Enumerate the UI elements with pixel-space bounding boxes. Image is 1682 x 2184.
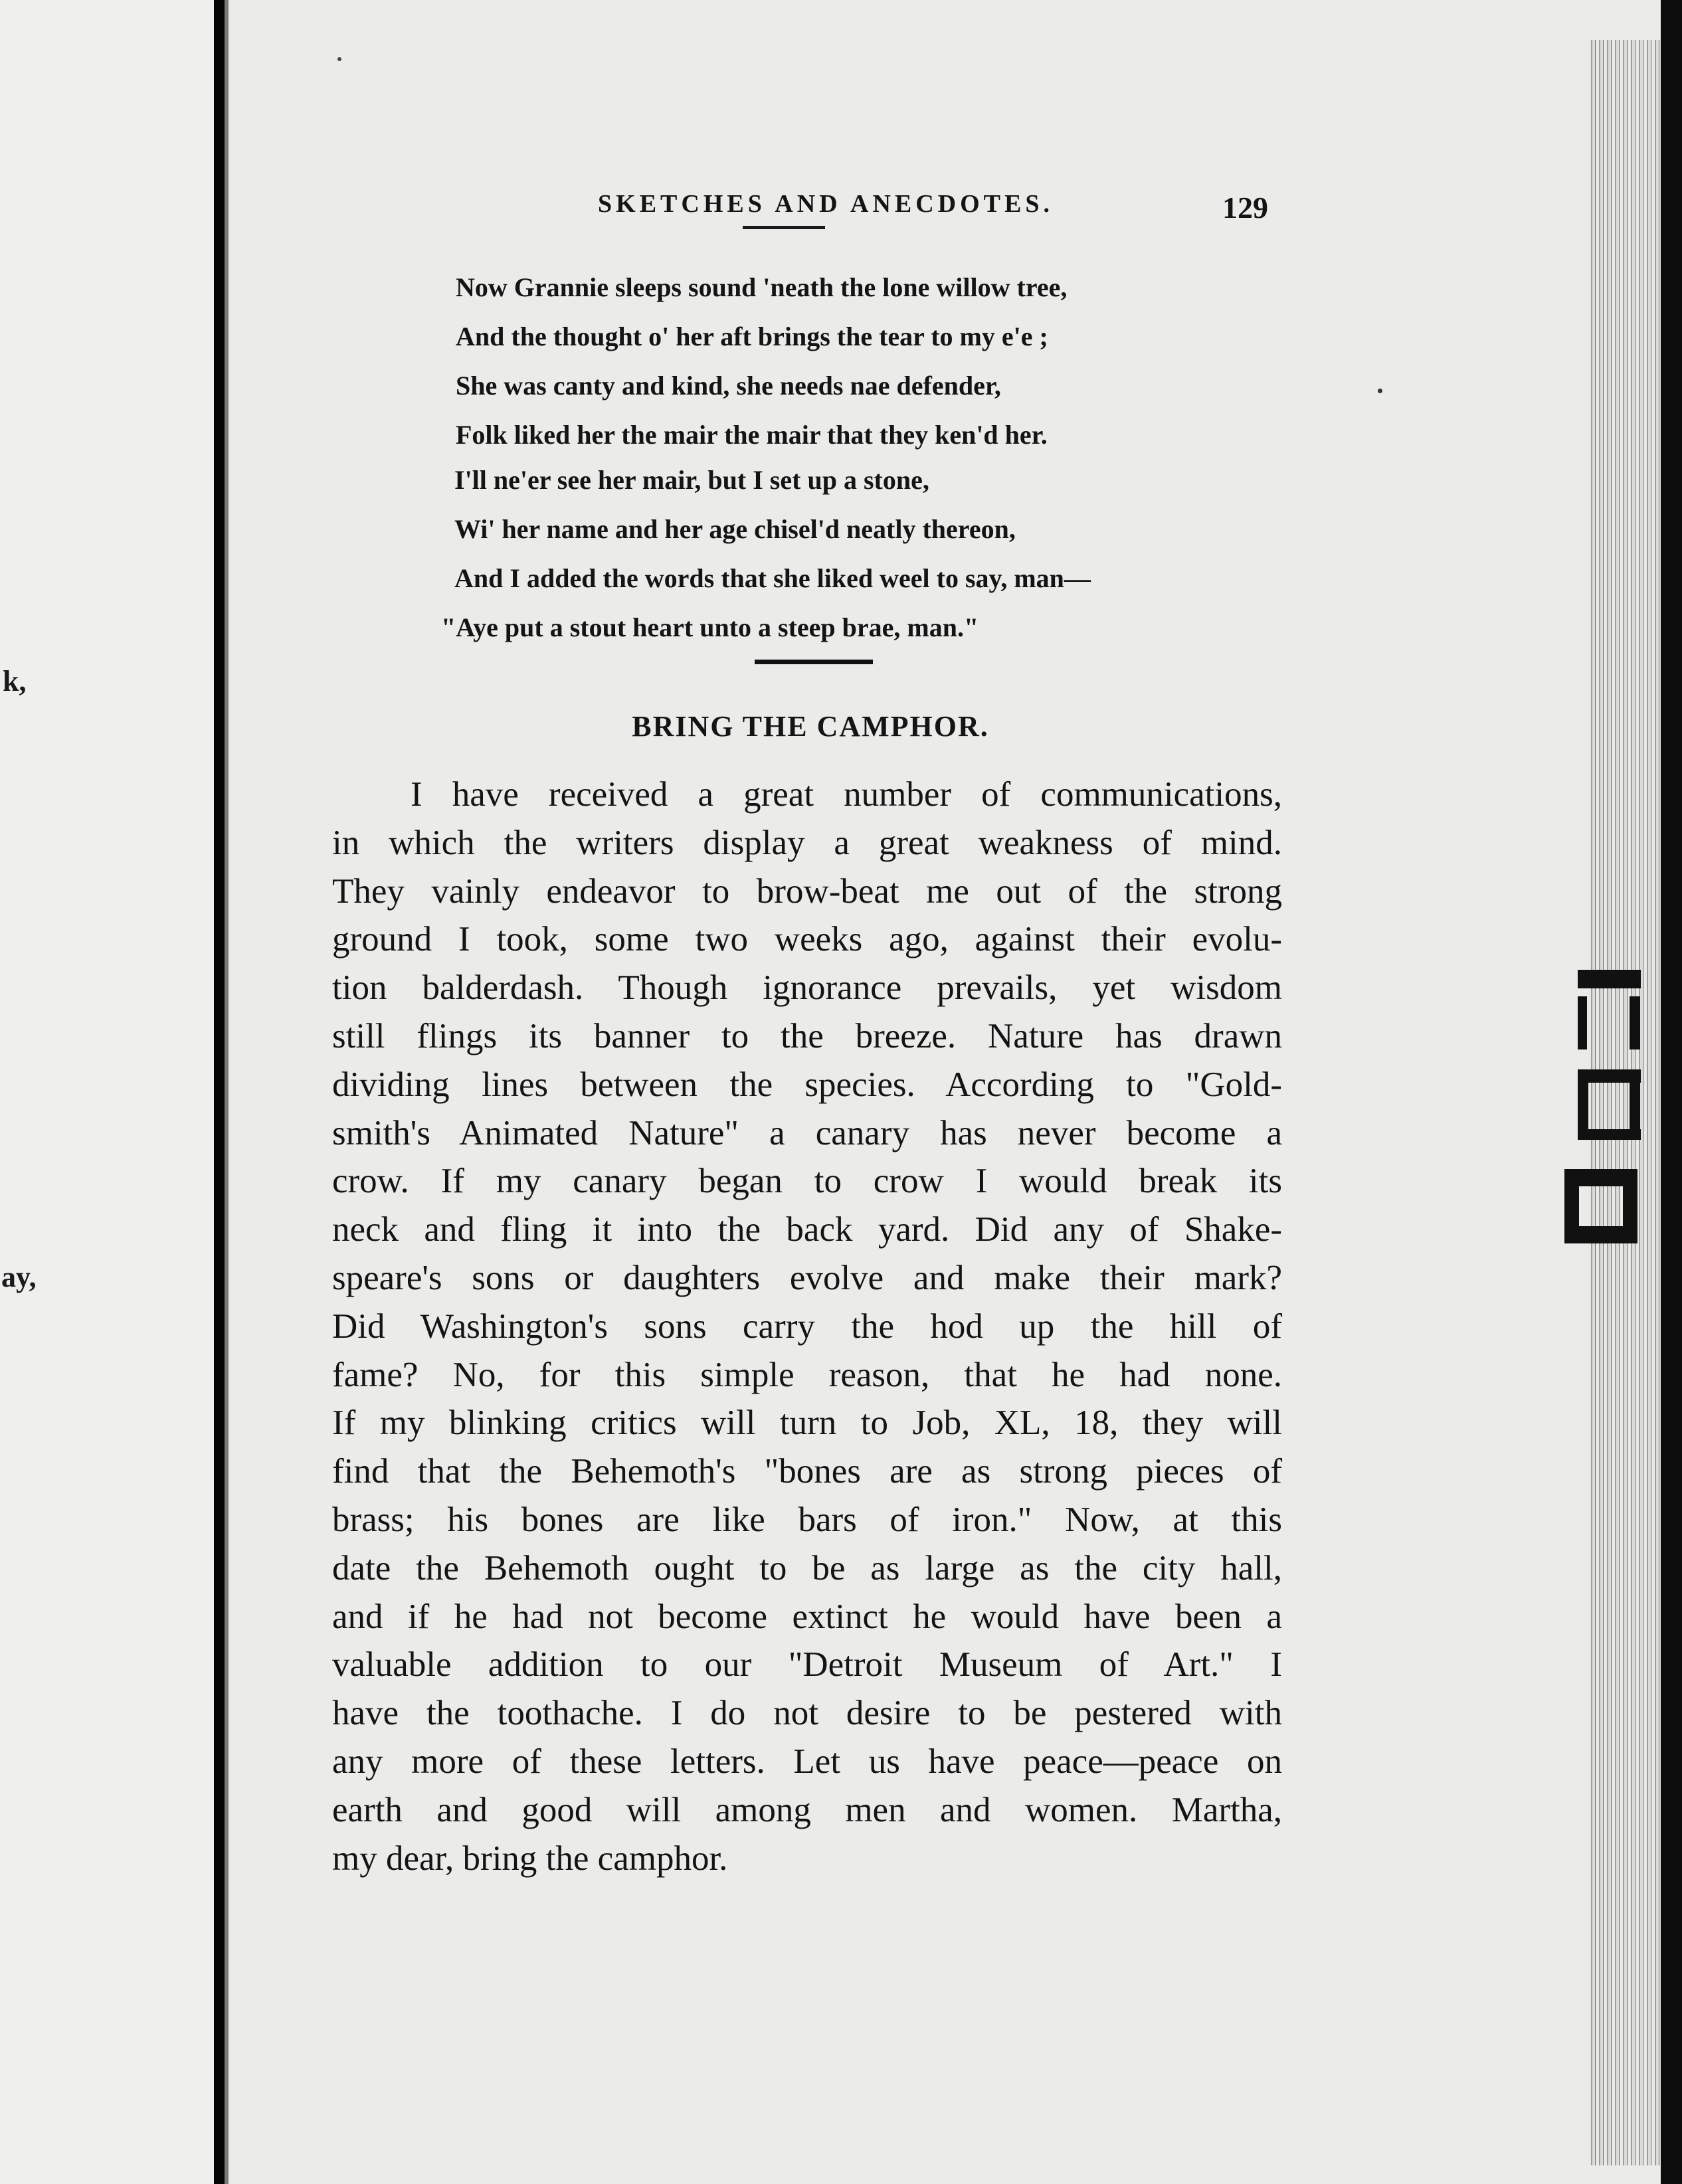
ink-speck	[337, 57, 341, 61]
left-page-fragment: k,	[3, 665, 27, 697]
body-line: have the toothache. I do not desire to be pestered with	[332, 1694, 1282, 1733]
body-line: in which the writers display a great weakness of mind.	[332, 823, 1282, 862]
body-line: find that the Behemoth's "bones are as strong pieces of	[332, 1452, 1282, 1491]
body-line: ground I took, some two weeks ago, against their evolu-	[332, 920, 1282, 959]
left-page-margin	[0, 0, 214, 2184]
body-line: speare's sons or daughters evolve and make their mark?	[332, 1258, 1282, 1297]
body-line: smith's Animated Nature" a canary has never become a	[332, 1113, 1282, 1152]
body-line: valuable addition to our "Detroit Museum of Art." I	[332, 1645, 1282, 1684]
body-line: They vainly endeavor to brow-beat me out of the strong	[332, 871, 1282, 911]
poem-line: Folk liked her the mair the mair that they ken'd her.	[456, 420, 1048, 450]
left-page-fragment: ay,	[1, 1261, 37, 1293]
poem-stanza-2	[417, 456, 1254, 652]
ink-dot	[1378, 389, 1382, 393]
running-header: SKETCHES AND ANECDOTES.	[598, 190, 1054, 218]
body-line: any more of these letters. Let us have peace—peace on	[332, 1742, 1282, 1781]
show-through-ink	[1551, 970, 1657, 1249]
body-line: crow. If my canary began to crow I would break its	[332, 1162, 1282, 1201]
poem-line: She was canty and kind, she needs nae defender,	[456, 371, 1001, 401]
article-body	[332, 771, 1282, 1882]
header-underline	[743, 226, 825, 229]
body-line: dividing lines between the species. According to "Gold-	[332, 1065, 1282, 1104]
body-line: my dear, bring the camphor.	[332, 1839, 728, 1878]
body-line: Did Washington's sons carry the hod up the hill of	[332, 1307, 1282, 1346]
body-line: earth and good will among men and women. Martha,	[332, 1790, 1282, 1829]
body-line: If my blinking critics will turn to Job, XL, 18, they will	[332, 1404, 1282, 1443]
body-line: still flings its banner to the breeze. Nature has drawn	[332, 1016, 1282, 1055]
page-number: 129	[1222, 191, 1268, 225]
poem-line: Wi' her name and her age chisel'd neatly thereon,	[454, 514, 1016, 544]
body-line: I have received a great number of communications,	[411, 775, 1282, 814]
poem-line: I'll ne'er see her mair, but I set up a stone,	[454, 465, 929, 495]
section-title: BRING THE CAMPHOR.	[632, 710, 989, 743]
body-line: brass; his bones are like bars of iron." Now, at this	[332, 1500, 1282, 1539]
body-line: date the Behemoth ought to be as large as the city hall,	[332, 1548, 1282, 1588]
poem-stanza-1	[417, 263, 1254, 460]
poem-line: And the thought o' her aft brings the tear to my e'e ;	[456, 321, 1048, 351]
body-line: neck and fling it into the back yard. Did any of Shake-	[332, 1210, 1282, 1249]
body-line: tion balderdash. Though ignorance prevails, yet wisdom	[332, 968, 1282, 1008]
poem-line: Now Grannie sleeps sound 'neath the lone willow tree,	[456, 272, 1068, 302]
scan-right-border	[1661, 0, 1682, 2184]
poem-line: And I added the words that she liked weel to say, man—	[454, 563, 1091, 593]
book-gutter	[214, 0, 225, 2184]
poem-line: "Aye put a stout heart unto a steep brae, man."	[441, 612, 979, 642]
body-line: and if he had not become extinct he would have been a	[332, 1597, 1282, 1636]
body-line: fame? No, for this simple reason, that he had none.	[332, 1355, 1282, 1394]
section-divider	[755, 660, 873, 664]
